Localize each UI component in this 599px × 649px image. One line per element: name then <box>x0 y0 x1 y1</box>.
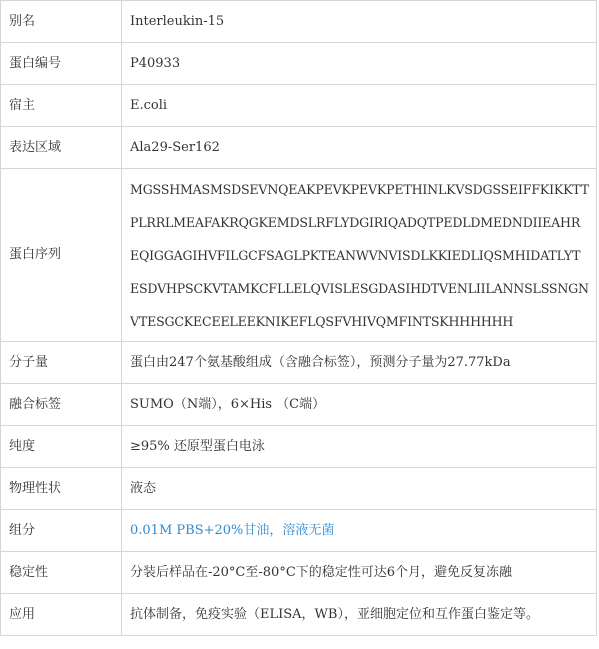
row-label: 稳定性 <box>1 552 122 594</box>
row-label: 表达区域 <box>1 127 122 169</box>
sequence-cell <box>122 169 597 342</box>
row-label: 纯度 <box>1 426 122 468</box>
sequence-line: MGSSHMASMSDSEVNQEAKPEVKPEVKPETHINLKVSDGSSEIFFKIKKTT <box>130 181 589 197</box>
table-row-purity <box>1 426 597 468</box>
row-value: 分装后样品在-20°C至-80°C下的稳定性可达6个月，避免反复冻融 <box>122 552 597 594</box>
table-row-alias <box>1 1 597 43</box>
row-label: 别名 <box>1 1 122 43</box>
row-value: Ala29-Ser162 <box>122 127 597 169</box>
table-row-molecular-weight <box>1 342 597 384</box>
table-row-expression-region <box>1 127 597 169</box>
row-value: 液态 <box>122 468 597 510</box>
row-value: P40933 <box>122 43 597 85</box>
row-label: 蛋白编号 <box>1 43 122 85</box>
table-row-host <box>1 85 597 127</box>
table-row-protein-sequence <box>1 169 597 342</box>
sequence-line: ESDVHPSCKVTAMKCFLLELQVISLESGDASIHDTVENLIILANNSLSSNGN <box>130 280 589 296</box>
sequence-line: VTESGCKECEELEEKNIKEFLQSFVHIVQMFINTSKHHHHHH <box>130 313 514 329</box>
row-label: 蛋白序列 <box>1 169 122 342</box>
row-label: 融合标签 <box>1 384 122 426</box>
sequence-line: PLRRLMEAFAKRQGKEMDSLRFLYDGIRIQADQTPEDLDMEDNDIIEAHR <box>130 214 581 230</box>
row-value: SUMO（N端），6×His （C端） <box>122 384 597 426</box>
row-label: 应用 <box>1 594 122 636</box>
row-label: 物理性状 <box>1 468 122 510</box>
row-value: 抗体制备，免疫实验（ELISA，WB），亚细胞定位和互作蛋白鉴定等。 <box>122 594 597 636</box>
table-row-stability <box>1 552 597 594</box>
row-value: E.coli <box>122 85 597 127</box>
row-value: ≥95% 还原型蛋白电泳 <box>122 426 597 468</box>
row-value: Interleukin-15 <box>122 1 597 43</box>
row-label: 宿主 <box>1 85 122 127</box>
row-label: 组分 <box>1 510 122 552</box>
table-row-composition <box>1 510 597 552</box>
sequence-line: EQIGGAGIHVFILGCFSAGLPKTEANWVNVISDLKKIEDLIQSMHIDATLYT <box>130 247 581 263</box>
table-row-physical-state <box>1 468 597 510</box>
row-value: 0.01M PBS+20%甘油，溶液无菌 <box>122 510 597 552</box>
row-label: 分子量 <box>1 342 122 384</box>
table-row-application <box>1 594 597 636</box>
table-row-fusion-tag <box>1 384 597 426</box>
row-value: 蛋白由247个氨基酸组成（含融合标签），预测分子量为27.77kDa <box>122 342 597 384</box>
table-row-protein-id <box>1 43 597 85</box>
